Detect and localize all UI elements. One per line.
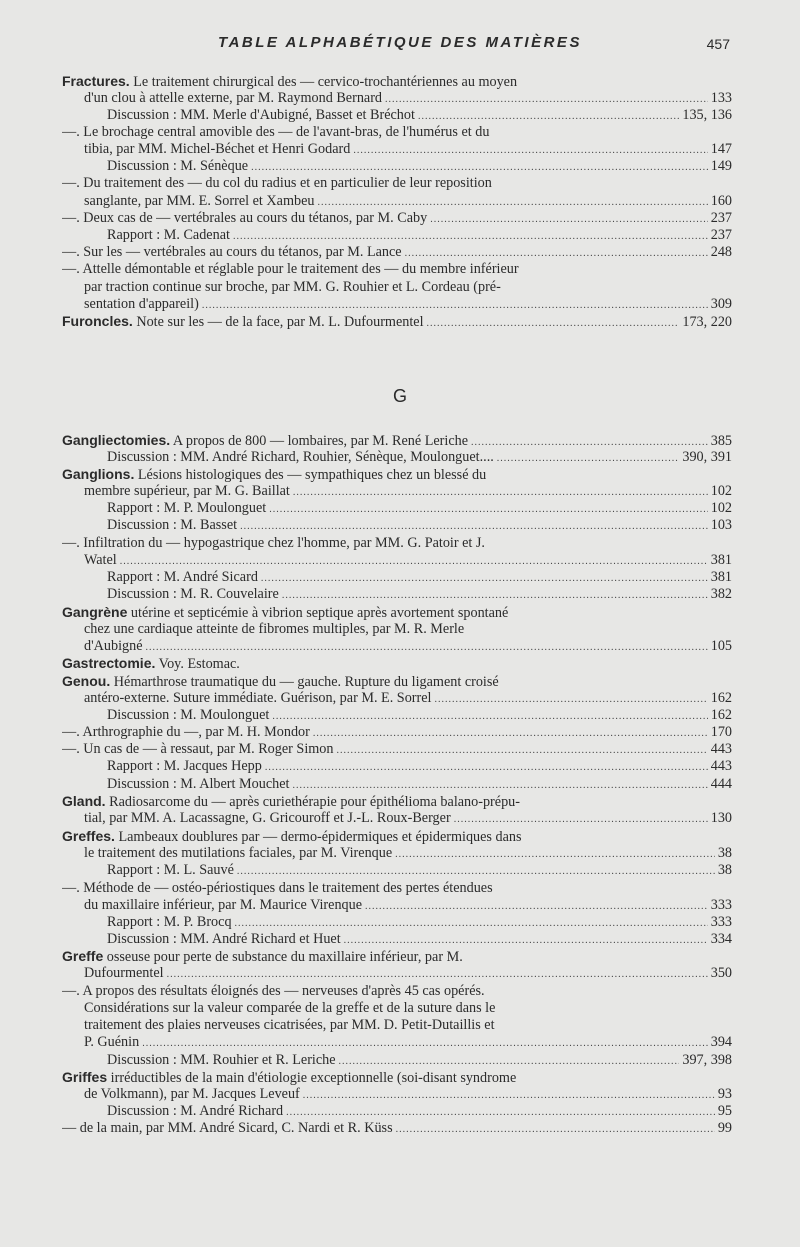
index-text: P. Guénin	[84, 1034, 140, 1050]
index-entry-line	[107, 569, 732, 586]
index-entry-line	[62, 535, 732, 552]
index-heading: Gangrène	[62, 604, 128, 620]
index-entry-line	[107, 758, 732, 775]
index-text: Discussion : M. Sénèque	[107, 158, 249, 174]
dot-leader	[497, 450, 680, 466]
page-reference: 444	[710, 776, 732, 792]
page-reference: 381	[710, 552, 732, 568]
index-text: osseuse pour perte de substance du maxillaire inférieur, par M.	[103, 949, 463, 965]
dot-leader	[261, 570, 708, 586]
index-text: Rapport : M. P. Moulonguet	[107, 500, 267, 516]
page-reference: 95	[717, 1103, 732, 1119]
dot-leader	[396, 1121, 715, 1137]
index-text: Watel	[84, 552, 117, 568]
index-text: d'Aubigné	[84, 638, 143, 654]
page-reference: 170	[710, 724, 732, 740]
index-entry-line	[107, 862, 732, 879]
dot-leader	[365, 898, 708, 914]
index-text: —. Deux cas de — vertébrales au cours du tétanos, par M. Caby	[62, 210, 428, 226]
index-text: Discussion : M. Moulonguet	[107, 707, 270, 723]
section-letter: G	[392, 386, 407, 406]
dot-leader	[293, 484, 708, 500]
dot-leader	[251, 159, 708, 175]
index-text: Rapport : M. Jacques Hepp	[107, 758, 262, 774]
index-entry-line	[84, 141, 732, 158]
index-entry-line	[107, 1103, 732, 1120]
page-reference: 103	[710, 517, 732, 533]
index-entry-line	[84, 810, 732, 827]
index-text: Rapport : M. L. Sauvé	[107, 862, 234, 878]
index-text: Considérations sur la valeur comparée de la greffe et de la suture dans le	[84, 1000, 496, 1016]
index-text: d'un clou à attelle externe, par M. Raymond Bernard	[84, 90, 383, 106]
index-heading: Gastrectomie.	[62, 655, 156, 671]
page-reference: 333	[710, 897, 732, 913]
dot-leader	[146, 639, 708, 655]
index-entry-line	[84, 1000, 732, 1017]
index-text: —. Le brochage central amovible des — de l'avant-bras, de l'humérus et du	[62, 124, 490, 140]
dot-leader	[240, 518, 708, 534]
index-heading: Griffes	[62, 1069, 108, 1085]
index-text: —. A propos des résultats éloignés des — nerveuses d'après 45 cas opérés.	[62, 983, 485, 999]
index-entry-line	[84, 1017, 732, 1034]
index-entry-line	[62, 244, 732, 261]
page-reference: 390, 391	[682, 449, 732, 465]
index-entry-heading-line	[62, 604, 732, 621]
page-reference: 173, 220	[682, 314, 732, 330]
index-text: sentation d'appareil)	[84, 296, 199, 312]
index-entry-line	[84, 1034, 732, 1051]
index-entry-line	[62, 724, 732, 741]
index-text: Rapport : M. André Sicard	[107, 569, 258, 585]
index-heading: Fractures.	[62, 73, 130, 89]
index-text: —. Arthrographie du —, par M. H. Mondor	[62, 724, 310, 740]
index-text: de Volkmann), par M. Jacques Leveuf	[84, 1086, 300, 1102]
dot-leader	[142, 1035, 708, 1051]
index-text: tial, par MM. A. Lacassagne, G. Gricouroff et J.-L. Roux-Berger	[84, 810, 451, 826]
dot-leader	[318, 194, 708, 210]
index-text: Le traitement chirurgical des — cervico-trochantériennes au moyen	[129, 74, 518, 90]
page-reference: 382	[710, 586, 732, 602]
index-heading: Gland.	[62, 793, 106, 809]
dot-leader	[385, 91, 708, 107]
index-entry-line	[107, 449, 732, 466]
page-reference: 162	[710, 690, 732, 706]
dot-leader	[339, 1053, 680, 1069]
index-entry-heading-line	[62, 73, 732, 90]
page-reference: 160	[710, 193, 732, 209]
index-heading: Genou.	[62, 673, 111, 689]
dot-leader	[418, 108, 679, 124]
index-entry-line	[107, 158, 732, 175]
dot-leader	[344, 932, 708, 948]
index-entry-line	[62, 175, 732, 192]
page-reference: 162	[710, 707, 732, 723]
index-text: Discussion : MM. André Richard et Huet	[107, 931, 341, 947]
dot-leader	[434, 691, 707, 707]
index-text: par traction continue sur broche, par MM. G. Rouhier et L. Cordeau (pré-	[84, 279, 501, 295]
page-reference: 93	[717, 1086, 732, 1102]
page-reference: 38	[717, 862, 732, 878]
index-text: Dufourmentel	[84, 965, 164, 981]
index-entry-heading-line	[62, 793, 732, 810]
index-text: Discussion : MM. Rouhier et R. Leriche	[107, 1052, 336, 1068]
index-entry-line	[84, 1086, 732, 1103]
page-reference: 381	[710, 569, 732, 585]
dot-leader	[237, 863, 715, 879]
page-reference: 237	[710, 227, 732, 243]
index-heading: Ganglions.	[62, 466, 135, 482]
page-reference: 133	[710, 90, 732, 106]
index-entry-line	[62, 983, 732, 1000]
index-entry-line	[62, 210, 732, 227]
index-entry-line	[84, 690, 732, 707]
index-entry-line	[107, 707, 732, 724]
index-entry-line	[107, 931, 732, 948]
index-entry-line	[107, 586, 732, 603]
dot-leader	[202, 297, 708, 313]
index-text: utérine et septicémie à vibrion septique après avortement spontané	[127, 605, 509, 621]
index-entry-heading-line	[62, 673, 732, 690]
page-reference: 397, 398	[682, 1052, 732, 1068]
page-number: 457	[706, 36, 730, 52]
index-entry-line	[62, 1120, 732, 1137]
index-text: irréductibles de la main d'étiologie exceptionnelle (soi-disant syndrome	[107, 1070, 517, 1086]
index-text: —. Sur les — vertébrales au cours du tétanos, par M. Lance	[62, 244, 402, 260]
page-reference: 105	[710, 638, 732, 654]
index-entry-line	[107, 914, 732, 931]
index-text: antéro-externe. Suture immédiate. Guérison, par M. E. Sorrel	[84, 690, 432, 706]
index-text: Radiosarcome du — après curiethérapie pour épithélioma balano-prépu-	[105, 794, 520, 810]
index-entry-line	[84, 897, 732, 914]
dot-leader	[353, 142, 707, 158]
dot-leader	[430, 211, 708, 227]
index-text: —. Attelle démontable et réglable pour le traitement des — du membre inférieur	[62, 261, 519, 277]
index-heading: Furoncles.	[62, 313, 133, 329]
index-text: Rapport : M. Cadenat	[107, 227, 230, 243]
dot-leader	[235, 915, 708, 931]
index-text: Note sur les — de la face, par M. L. Dufourmentel	[132, 314, 424, 330]
page-reference: 130	[710, 810, 732, 826]
index-heading: Greffe	[62, 948, 104, 964]
index-text: — de la main, par MM. André Sicard, C. Nardi et R. Küss	[62, 1120, 393, 1136]
page-reference: 309	[710, 296, 732, 312]
page-reference: 350	[710, 965, 732, 981]
page-reference: 334	[710, 931, 732, 947]
index-text: chez une cardiaque atteinte de fibromes multiples, par M. R. Merle	[84, 621, 465, 637]
index-entry-line	[62, 124, 732, 141]
page-reference: 385	[710, 433, 732, 449]
index-entry-line	[62, 261, 732, 278]
dot-leader	[269, 501, 707, 517]
index-text: —. Méthode de — ostéo-périostiques dans le traitement des pertes étendues	[62, 880, 493, 896]
index-text: Discussion : M. Basset	[107, 517, 238, 533]
index-entry-line	[107, 776, 732, 793]
index-text: sanglante, par MM. E. Sorrel et Xambeu	[84, 193, 315, 209]
dot-leader	[286, 1104, 715, 1120]
dot-leader	[454, 811, 708, 827]
dot-leader	[427, 315, 680, 330]
dot-leader	[336, 742, 707, 758]
index-entry-line	[107, 227, 732, 244]
page-reference: 147	[710, 141, 732, 157]
index-text: —. Un cas de — à ressaut, par M. Roger Simon	[62, 741, 334, 757]
index-entry-line	[107, 107, 732, 124]
index-text: Discussion : M. R. Couvelaire	[107, 586, 279, 602]
index-entry-line	[107, 517, 732, 534]
index-text: du maxillaire inférieur, par M. Maurice Virenque	[84, 897, 363, 913]
dot-leader	[282, 587, 708, 603]
dot-leader	[265, 759, 708, 775]
dot-leader	[167, 966, 708, 982]
index-entry-line	[107, 1052, 732, 1069]
index-text: Lambeaux doublures par — dermo-épidermiques et épidermiques dans	[114, 829, 522, 845]
dot-leader	[303, 1087, 715, 1103]
index-text: Discussion : MM. André Richard, Rouhier, Sénèque, Moulonguet....	[107, 449, 494, 465]
page-reference: 394	[710, 1034, 732, 1050]
page-reference: 443	[710, 741, 732, 757]
page-reference: 443	[710, 758, 732, 774]
index-heading: Greffes.	[62, 828, 115, 844]
index-entry-line	[84, 845, 732, 862]
index-entry-heading-line	[62, 828, 732, 845]
page-reference: 38	[717, 845, 732, 861]
index-text: Discussion : M. Albert Mouchet	[107, 776, 290, 792]
dot-leader	[471, 434, 708, 449]
index-entry-line	[84, 552, 732, 569]
page-reference: 333	[710, 914, 732, 930]
page-reference: 237	[710, 210, 732, 226]
index-entry-line	[84, 279, 732, 296]
page-reference: 149	[710, 158, 732, 174]
dot-leader	[395, 846, 715, 862]
index-entry-heading-line	[62, 432, 732, 449]
dot-leader	[405, 245, 708, 261]
dot-leader	[313, 725, 708, 741]
index-entry-line	[107, 500, 732, 517]
index-entry-line	[84, 193, 732, 210]
index-text: Discussion : M. André Richard	[107, 1103, 284, 1119]
page-reference: 99	[717, 1120, 732, 1136]
index-entry-line	[62, 880, 732, 897]
dot-leader	[292, 777, 707, 793]
index-entry-heading-line	[62, 1069, 732, 1086]
index-entry-line	[62, 741, 732, 758]
index-text: Rapport : M. P. Brocq	[107, 914, 232, 930]
index-heading: Gangliectomies.	[62, 432, 171, 448]
index-text: traitement des plaies nerveuses cicatrisées, par MM. D. Petit-Dutaillis et	[84, 1017, 495, 1033]
index-entry-line	[84, 90, 732, 107]
index-entry-heading-line	[62, 313, 732, 330]
index-entry-line	[84, 296, 732, 313]
index-text: membre supérieur, par M. G. Baillat	[84, 483, 290, 499]
index-text: Hémarthrose traumatique du — gauche. Rupture du ligament croisé	[110, 674, 499, 690]
page-reference: 102	[710, 483, 732, 499]
index-entry-line	[84, 621, 732, 638]
index-text: Discussion : MM. Merle d'Aubigné, Basset et Bréchot	[107, 107, 415, 123]
dot-leader	[272, 708, 707, 724]
index-text: le traitement des mutilations faciales, par M. Virenque	[84, 845, 393, 861]
index-text: A propos de 800 — lombaires, par M. René Leriche	[170, 433, 469, 449]
page-reference: 102	[710, 500, 732, 516]
index-entry-line	[84, 638, 732, 655]
dot-leader	[120, 553, 708, 569]
index-entry-line	[84, 483, 732, 500]
index-text: Voy. Estomac.	[155, 656, 240, 672]
index-entry-line	[84, 965, 732, 982]
running-header: TABLE ALPHABÉTIQUE DES MATIÈRES	[218, 34, 582, 51]
index-entry-heading-line	[62, 655, 732, 672]
dot-leader	[233, 228, 708, 244]
page-reference: 248	[710, 244, 732, 260]
index-entry-heading-line	[62, 466, 732, 483]
index-text: —. Du traitement des — du col du radius et en particulier de leur reposition	[62, 175, 492, 191]
index-text: —. Infiltration du — hypogastrique chez l'homme, par MM. G. Patoir et J.	[62, 535, 485, 551]
index-entry-heading-line	[62, 948, 732, 965]
index-text: tibia, par MM. Michel-Béchet et Henri Godard	[84, 141, 351, 157]
page-reference: 135, 136	[682, 107, 732, 123]
index-text: Lésions histologiques des — sympathiques chez un blessé du	[134, 467, 487, 483]
